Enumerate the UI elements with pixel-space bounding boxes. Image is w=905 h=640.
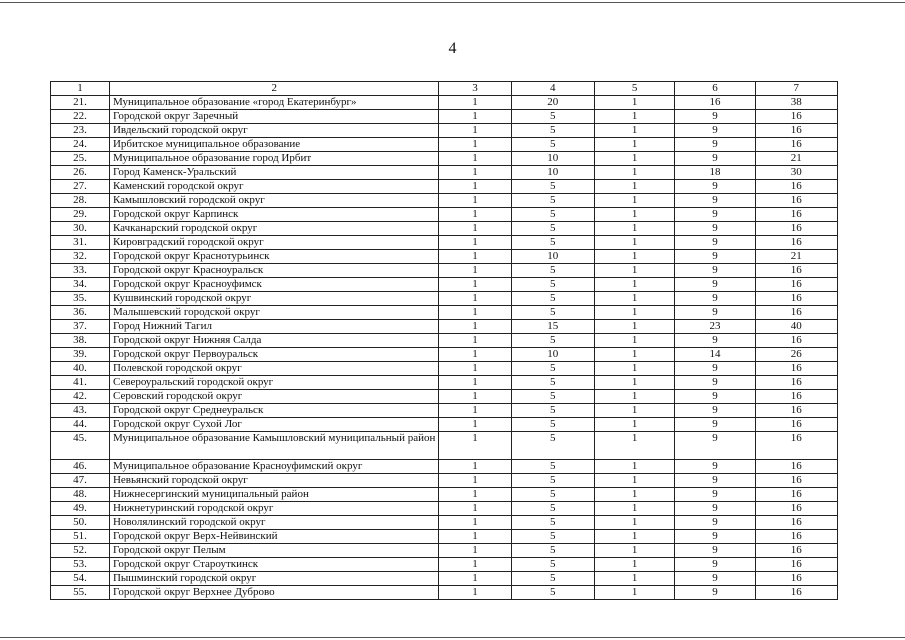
- municipality-name: Городской округ Карпинск: [109, 208, 438, 222]
- col-5-value: 1: [594, 264, 674, 278]
- col-6-value: 9: [675, 306, 755, 320]
- col-4-value: 10: [511, 348, 594, 362]
- col-7-value: 16: [755, 418, 837, 432]
- row-number: 22.: [51, 110, 110, 124]
- row-number: 40.: [51, 362, 110, 376]
- header-cell: 2: [109, 82, 438, 96]
- col-7-value: 16: [755, 334, 837, 348]
- col-3-value: 1: [439, 488, 511, 502]
- row-number: 27.: [51, 180, 110, 194]
- table-row: [51, 166, 838, 180]
- header-cell: 4: [511, 82, 594, 96]
- col-4-value: 10: [511, 250, 594, 264]
- col-6-value: 9: [675, 404, 755, 418]
- header-cell: 1: [51, 82, 110, 96]
- col-7-value: 16: [755, 390, 837, 404]
- row-number: 49.: [51, 502, 110, 516]
- col-5-value: 1: [594, 208, 674, 222]
- municipality-name: Городской округ Красноуфимск: [109, 278, 438, 292]
- row-number: 37.: [51, 320, 110, 334]
- col-4-value: 5: [511, 544, 594, 558]
- col-4-value: 5: [511, 124, 594, 138]
- table-row: [51, 250, 838, 264]
- municipality-name: Городской округ Верхнее Дуброво: [109, 586, 438, 600]
- col-5-value: 1: [594, 222, 674, 236]
- col-4-value: 5: [511, 194, 594, 208]
- col-6-value: 9: [675, 264, 755, 278]
- col-6-value: 9: [675, 530, 755, 544]
- col-3-value: 1: [439, 432, 511, 460]
- row-number: 55.: [51, 586, 110, 600]
- row-number: 50.: [51, 516, 110, 530]
- municipality-name: Камышловский городской округ: [109, 194, 438, 208]
- col-5-value: 1: [594, 432, 674, 460]
- col-7-value: 16: [755, 292, 837, 306]
- row-number: 45.: [51, 432, 110, 460]
- row-number: 43.: [51, 404, 110, 418]
- col-3-value: 1: [439, 334, 511, 348]
- col-3-value: 1: [439, 138, 511, 152]
- table-row: [51, 348, 838, 362]
- row-number: 36.: [51, 306, 110, 320]
- col-6-value: 9: [675, 586, 755, 600]
- table-row: [51, 208, 838, 222]
- col-5-value: 1: [594, 544, 674, 558]
- table-body: [51, 96, 838, 600]
- col-5-value: 1: [594, 502, 674, 516]
- table-header-row: [51, 82, 838, 96]
- col-7-value: 16: [755, 124, 837, 138]
- col-6-value: 9: [675, 138, 755, 152]
- col-4-value: 5: [511, 334, 594, 348]
- row-number: 44.: [51, 418, 110, 432]
- col-5-value: 1: [594, 194, 674, 208]
- col-7-value: 16: [755, 544, 837, 558]
- col-6-value: 9: [675, 418, 755, 432]
- col-7-value: 16: [755, 362, 837, 376]
- col-4-value: 5: [511, 502, 594, 516]
- table-row: [51, 432, 838, 460]
- municipality-name: Городской округ Верх-Нейвинский: [109, 530, 438, 544]
- col-4-value: 5: [511, 390, 594, 404]
- row-number: 48.: [51, 488, 110, 502]
- municipality-name: Городской округ Первоуральск: [109, 348, 438, 362]
- col-6-value: 9: [675, 110, 755, 124]
- col-4-value: 5: [511, 558, 594, 572]
- municipality-name: Невьянский городской округ: [109, 474, 438, 488]
- col-3-value: 1: [439, 362, 511, 376]
- col-6-value: 9: [675, 376, 755, 390]
- municipality-name: Городской округ Заречный: [109, 110, 438, 124]
- col-5-value: 1: [594, 348, 674, 362]
- col-3-value: 1: [439, 222, 511, 236]
- col-6-value: 9: [675, 180, 755, 194]
- col-3-value: 1: [439, 320, 511, 334]
- row-number: 51.: [51, 530, 110, 544]
- col-3-value: 1: [439, 544, 511, 558]
- page-number: 4: [448, 40, 457, 57]
- col-5-value: 1: [594, 418, 674, 432]
- col-7-value: 16: [755, 222, 837, 236]
- table-row: [51, 418, 838, 432]
- col-4-value: 5: [511, 278, 594, 292]
- col-7-value: 40: [755, 320, 837, 334]
- row-number: 42.: [51, 390, 110, 404]
- col-7-value: 16: [755, 572, 837, 586]
- col-6-value: 9: [675, 250, 755, 264]
- col-4-value: 5: [511, 376, 594, 390]
- col-3-value: 1: [439, 390, 511, 404]
- col-3-value: 1: [439, 96, 511, 110]
- col-4-value: 5: [511, 138, 594, 152]
- table-row: [51, 180, 838, 194]
- table-row: [51, 138, 838, 152]
- col-5-value: 1: [594, 180, 674, 194]
- col-7-value: 16: [755, 306, 837, 320]
- col-5-value: 1: [594, 530, 674, 544]
- col-4-value: 5: [511, 110, 594, 124]
- col-4-value: 5: [511, 236, 594, 250]
- col-6-value: 9: [675, 460, 755, 474]
- col-5-value: 1: [594, 460, 674, 474]
- col-6-value: 9: [675, 502, 755, 516]
- col-7-value: 38: [755, 96, 837, 110]
- table-row: [51, 488, 838, 502]
- table-row: [51, 264, 838, 278]
- col-3-value: 1: [439, 404, 511, 418]
- municipality-name: Нижнетуринский городской округ: [109, 502, 438, 516]
- col-6-value: 9: [675, 292, 755, 306]
- table-row: [51, 320, 838, 334]
- col-5-value: 1: [594, 292, 674, 306]
- col-3-value: 1: [439, 264, 511, 278]
- row-number: 24.: [51, 138, 110, 152]
- col-5-value: 1: [594, 250, 674, 264]
- col-4-value: 5: [511, 418, 594, 432]
- row-number: 26.: [51, 166, 110, 180]
- col-7-value: 16: [755, 278, 837, 292]
- col-6-value: 9: [675, 278, 755, 292]
- col-6-value: 9: [675, 194, 755, 208]
- municipality-name: Городской округ Среднеуральск: [109, 404, 438, 418]
- col-4-value: 5: [511, 530, 594, 544]
- col-3-value: 1: [439, 208, 511, 222]
- col-4-value: 5: [511, 180, 594, 194]
- col-7-value: 16: [755, 180, 837, 194]
- col-5-value: 1: [594, 236, 674, 250]
- table-row: [51, 362, 838, 376]
- col-6-value: 9: [675, 124, 755, 138]
- col-3-value: 1: [439, 474, 511, 488]
- header-cell: 3: [439, 82, 511, 96]
- col-5-value: 1: [594, 110, 674, 124]
- col-3-value: 1: [439, 558, 511, 572]
- col-7-value: 21: [755, 152, 837, 166]
- col-4-value: 5: [511, 572, 594, 586]
- col-3-value: 1: [439, 502, 511, 516]
- col-5-value: 1: [594, 278, 674, 292]
- col-6-value: 9: [675, 208, 755, 222]
- row-number: 53.: [51, 558, 110, 572]
- table-row: [51, 152, 838, 166]
- col-3-value: 1: [439, 292, 511, 306]
- col-5-value: 1: [594, 404, 674, 418]
- col-4-value: 5: [511, 222, 594, 236]
- col-3-value: 1: [439, 586, 511, 600]
- table-row: [51, 236, 838, 250]
- col-4-value: 5: [511, 404, 594, 418]
- table-row: [51, 194, 838, 208]
- col-4-value: 5: [511, 208, 594, 222]
- header-cell: 6: [675, 82, 755, 96]
- data-table: [50, 81, 838, 600]
- table-row: [51, 544, 838, 558]
- col-7-value: 16: [755, 110, 837, 124]
- row-number: 39.: [51, 348, 110, 362]
- col-5-value: 1: [594, 558, 674, 572]
- col-3-value: 1: [439, 166, 511, 180]
- col-5-value: 1: [594, 586, 674, 600]
- col-7-value: 16: [755, 432, 837, 460]
- col-3-value: 1: [439, 110, 511, 124]
- col-3-value: 1: [439, 460, 511, 474]
- col-6-value: 9: [675, 544, 755, 558]
- col-5-value: 1: [594, 572, 674, 586]
- row-number: 29.: [51, 208, 110, 222]
- municipality-name: Городской округ Красноуральск: [109, 264, 438, 278]
- col-7-value: 16: [755, 502, 837, 516]
- table-row: [51, 390, 838, 404]
- col-5-value: 1: [594, 488, 674, 502]
- col-6-value: 14: [675, 348, 755, 362]
- col-7-value: 16: [755, 558, 837, 572]
- col-3-value: 1: [439, 124, 511, 138]
- col-5-value: 1: [594, 306, 674, 320]
- col-4-value: 5: [511, 264, 594, 278]
- col-3-value: 1: [439, 180, 511, 194]
- col-5-value: 1: [594, 362, 674, 376]
- col-4-value: 5: [511, 362, 594, 376]
- col-7-value: 16: [755, 530, 837, 544]
- municipality-name: Малышевский городской округ: [109, 306, 438, 320]
- col-4-value: 5: [511, 516, 594, 530]
- municipality-name: Североуральский городской округ: [109, 376, 438, 390]
- col-4-value: 5: [511, 432, 594, 460]
- col-4-value: 5: [511, 460, 594, 474]
- col-7-value: 30: [755, 166, 837, 180]
- table-row: [51, 306, 838, 320]
- col-4-value: 5: [511, 292, 594, 306]
- col-3-value: 1: [439, 376, 511, 390]
- col-4-value: 15: [511, 320, 594, 334]
- col-6-value: 18: [675, 166, 755, 180]
- municipality-name: Новолялинский городской округ: [109, 516, 438, 530]
- col-3-value: 1: [439, 152, 511, 166]
- municipality-name: Город Нижний Тагил: [109, 320, 438, 334]
- municipality-name: Серовский городской округ: [109, 390, 438, 404]
- municipality-name: Городской округ Пелым: [109, 544, 438, 558]
- col-7-value: 16: [755, 488, 837, 502]
- col-3-value: 1: [439, 572, 511, 586]
- col-7-value: 16: [755, 516, 837, 530]
- col-7-value: 16: [755, 208, 837, 222]
- col-7-value: 16: [755, 194, 837, 208]
- table-row: [51, 278, 838, 292]
- col-7-value: 16: [755, 264, 837, 278]
- col-5-value: 1: [594, 152, 674, 166]
- col-6-value: 9: [675, 236, 755, 250]
- municipality-name: Ивдельский городской округ: [109, 124, 438, 138]
- municipality-name: Пышминский городской округ: [109, 572, 438, 586]
- header-cell: 5: [594, 82, 674, 96]
- table-row: [51, 460, 838, 474]
- col-5-value: 1: [594, 166, 674, 180]
- col-4-value: 5: [511, 474, 594, 488]
- municipality-name: Городской округ Староуткинск: [109, 558, 438, 572]
- municipality-name: Город Каменск-Уральский: [109, 166, 438, 180]
- table-row: [51, 558, 838, 572]
- col-5-value: 1: [594, 334, 674, 348]
- municipality-name: Городской округ Краснотурьинск: [109, 250, 438, 264]
- table-row: [51, 586, 838, 600]
- table-row: [51, 292, 838, 306]
- col-5-value: 1: [594, 390, 674, 404]
- col-5-value: 1: [594, 516, 674, 530]
- col-3-value: 1: [439, 516, 511, 530]
- row-number: 46.: [51, 460, 110, 474]
- row-number: 21.: [51, 96, 110, 110]
- col-6-value: 9: [675, 362, 755, 376]
- col-6-value: 9: [675, 474, 755, 488]
- table-row: [51, 222, 838, 236]
- col-6-value: 23: [675, 320, 755, 334]
- municipality-name: Муниципальное образование город Ирбит: [109, 152, 438, 166]
- row-number: 23.: [51, 124, 110, 138]
- col-4-value: 10: [511, 152, 594, 166]
- col-6-value: 9: [675, 222, 755, 236]
- table-row: [51, 502, 838, 516]
- municipality-name: Кушвинский городской округ: [109, 292, 438, 306]
- scan-edge-top: [0, 2, 905, 3]
- row-number: 38.: [51, 334, 110, 348]
- municipality-name: Городской округ Сухой Лог: [109, 418, 438, 432]
- table-row: [51, 516, 838, 530]
- municipality-name: Городской округ Нижняя Салда: [109, 334, 438, 348]
- municipality-name: Муниципальное образование «город Екатеринбург»: [109, 96, 438, 110]
- table-row: [51, 404, 838, 418]
- col-6-value: 9: [675, 390, 755, 404]
- table-row: [51, 334, 838, 348]
- municipality-name: Муниципальное образование Красноуфимский округ: [109, 460, 438, 474]
- table-row: [51, 474, 838, 488]
- col-5-value: 1: [594, 138, 674, 152]
- col-4-value: 5: [511, 586, 594, 600]
- col-3-value: 1: [439, 418, 511, 432]
- col-6-value: 9: [675, 432, 755, 460]
- row-number: 25.: [51, 152, 110, 166]
- municipality-name: Полевской городской округ: [109, 362, 438, 376]
- col-5-value: 1: [594, 96, 674, 110]
- row-number: 52.: [51, 544, 110, 558]
- col-7-value: 26: [755, 348, 837, 362]
- col-3-value: 1: [439, 348, 511, 362]
- col-3-value: 1: [439, 236, 511, 250]
- table-row: [51, 376, 838, 390]
- col-4-value: 5: [511, 488, 594, 502]
- col-5-value: 1: [594, 320, 674, 334]
- row-number: 34.: [51, 278, 110, 292]
- col-6-value: 9: [675, 558, 755, 572]
- table-row: [51, 530, 838, 544]
- row-number: 30.: [51, 222, 110, 236]
- header-cell: 7: [755, 82, 837, 96]
- col-3-value: 1: [439, 250, 511, 264]
- row-number: 32.: [51, 250, 110, 264]
- municipality-name: Каменский городской округ: [109, 180, 438, 194]
- municipality-name: Нижнесергинский муниципальный район: [109, 488, 438, 502]
- col-6-value: 9: [675, 572, 755, 586]
- col-3-value: 1: [439, 194, 511, 208]
- col-7-value: 21: [755, 250, 837, 264]
- col-7-value: 16: [755, 376, 837, 390]
- col-6-value: 9: [675, 152, 755, 166]
- col-7-value: 16: [755, 236, 837, 250]
- row-number: 28.: [51, 194, 110, 208]
- col-6-value: 16: [675, 96, 755, 110]
- col-4-value: 10: [511, 166, 594, 180]
- col-3-value: 1: [439, 530, 511, 544]
- row-number: 54.: [51, 572, 110, 586]
- col-7-value: 16: [755, 586, 837, 600]
- table-row: [51, 572, 838, 586]
- col-7-value: 16: [755, 460, 837, 474]
- municipality-name: Качканарский городской округ: [109, 222, 438, 236]
- municipality-name: Ирбитское муниципальное образование: [109, 138, 438, 152]
- col-7-value: 16: [755, 404, 837, 418]
- row-number: 47.: [51, 474, 110, 488]
- row-number: 35.: [51, 292, 110, 306]
- row-number: 31.: [51, 236, 110, 250]
- col-6-value: 9: [675, 488, 755, 502]
- municipality-name: Кировградский городской округ: [109, 236, 438, 250]
- col-3-value: 1: [439, 306, 511, 320]
- col-4-value: 5: [511, 306, 594, 320]
- col-5-value: 1: [594, 474, 674, 488]
- col-4-value: 20: [511, 96, 594, 110]
- col-6-value: 9: [675, 516, 755, 530]
- col-6-value: 9: [675, 334, 755, 348]
- col-7-value: 16: [755, 138, 837, 152]
- col-5-value: 1: [594, 376, 674, 390]
- scan-edge-bottom: [0, 637, 905, 638]
- table-row: [51, 96, 838, 110]
- table-row: [51, 124, 838, 138]
- col-5-value: 1: [594, 124, 674, 138]
- table-row: [51, 110, 838, 124]
- row-number: 33.: [51, 264, 110, 278]
- row-number: 41.: [51, 376, 110, 390]
- municipality-name: Муниципальное образование Камышловский муниципальный район: [109, 432, 438, 460]
- col-3-value: 1: [439, 278, 511, 292]
- col-7-value: 16: [755, 474, 837, 488]
